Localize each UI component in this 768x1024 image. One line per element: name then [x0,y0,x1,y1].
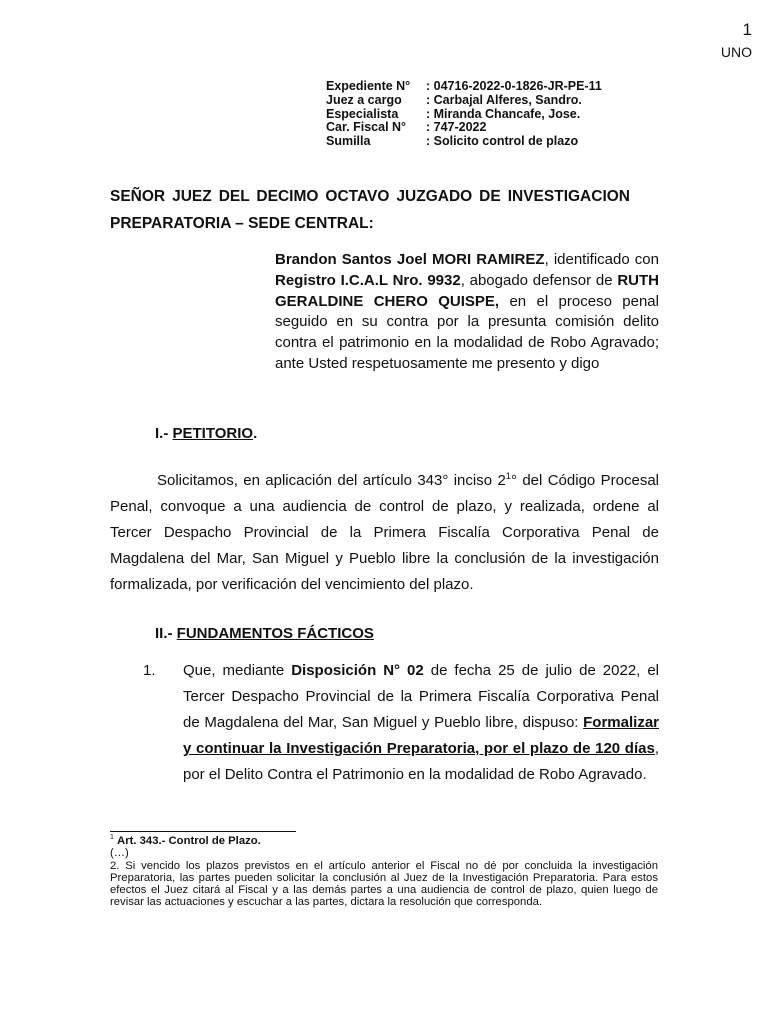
disposition-order: Formalizar y continuar la Investigación Preparatoria, por el plazo de 120 días [183,714,659,757]
header-value: : Solicito control de plazo [426,134,579,149]
addressee-heading: SEÑOR JUEZ DEL DECIMO OCTAVO JUZGADO DE INVESTIGACION PREPARATORIA – SEDE CENTRAL: [110,188,630,232]
intro-text: , abogado defensor de [460,271,618,289]
header-label: Juez a cargo [326,92,402,107]
section-prefix: I.- [155,425,173,442]
list-item [143,658,659,788]
item-text: , por el Delito Contra el Patrimonio en la modalidad de Robo Agravado. [183,740,659,783]
lawyer-name: Brandon Santos Joel MORI RAMIREZ [275,251,545,268]
paragraph-text: ° del Código Procesal Penal, convoque a una audiencia de control de plazo, y realizada, ordene al Tercer Despacho Provincial de la Primera Fiscalía Corporativa Penal de Magdalena del Mar, San Miguel y Pueblo libre la conclusión de la investigación formalizada, por verificación del vencimiento del plazo. [110,472,659,593]
intro-text: , identificado con [544,251,659,268]
footnote-heading-line [110,835,658,847]
list-item-text [183,658,659,788]
footnote-text: 2. Si vencido los plazos previstos en el artículo anterior el Fiscal no dé por concluida la investigación Preparatoria, las partes pueden solicitar la conclusión al Juez de la Investigación Preparatoria. Para estos efectos el Juez citará al Fiscal y a las demás partes a una audiencia de control de plazo, quien luego de revisar las actuaciones y escuchar a las partes, dictara la resolución que corresponda. [110,859,658,909]
footnotes [110,835,658,909]
footnote-marker: 1 [110,834,114,842]
header-value: : Miranda Chancafe, Jose. [426,106,581,121]
page-number-digit: 1 [742,20,752,39]
header-row-juez [326,94,602,108]
registry-number: Registro I.C.A.L Nro. 9932 [275,271,461,289]
client-name: RUTH GERALDINE CHERO QUISPE, [275,271,659,310]
page-number-word: UNO [720,44,752,61]
intro-paragraph [275,250,659,375]
footnote-reference: 1 [505,471,511,481]
header-label: Car. Fiscal N° [326,120,407,135]
header-label: Expediente N° [326,79,411,93]
section-title-petitorio [155,425,257,442]
header-value: : 747-2022 [426,120,487,135]
intro-text: en el proceso penal seguido en su contra por la presunta comisión delito contra el patrimonio en la modalidad de Robo Agravado; ante Usted respetuosamente me presento y digo [275,292,659,372]
header-label: Especialista [326,106,399,121]
footnote-divider [110,831,296,832]
page-number [721,20,752,61]
section-title-fundamentos [155,625,374,642]
disposition-ref: Disposición N° 02 [291,662,424,679]
petitorio-paragraph [110,468,659,598]
section-title-text: FUNDAMENTOS FÁCTICOS [176,625,374,642]
header-label: Sumilla [326,134,371,149]
case-header [326,80,602,149]
item-text: de fecha 25 de julio de 2022, el Tercer Despacho Provincial de la Primera Fiscalía Corporativa Penal de Magdalena del Mar, San Miguel y Pueblo libre, dispuso: [183,662,659,731]
section-suffix: . [253,425,258,442]
header-row-sumilla [326,135,602,149]
paragraph-text: Solicitamos, en aplicación del artículo 343° inciso 2 [157,472,506,489]
header-value: : 04716-2022-0-1826-JR-PE-11 [426,79,602,93]
header-row-fiscal [326,121,602,135]
header-row-especialista [326,108,602,122]
item-text: Que, mediante [183,662,292,679]
header-row-expediente [326,80,602,94]
section-prefix: II.- [155,625,177,642]
list-item-number: 1. [143,662,156,679]
footnote-heading: Art. 343.- Control de Plazo. [117,835,261,847]
header-value: : Carbajal Alferes, Sandro. [426,92,582,107]
footnote-ellipsis: (…) [110,847,129,860]
section-title-text: PETITORIO [172,425,254,442]
